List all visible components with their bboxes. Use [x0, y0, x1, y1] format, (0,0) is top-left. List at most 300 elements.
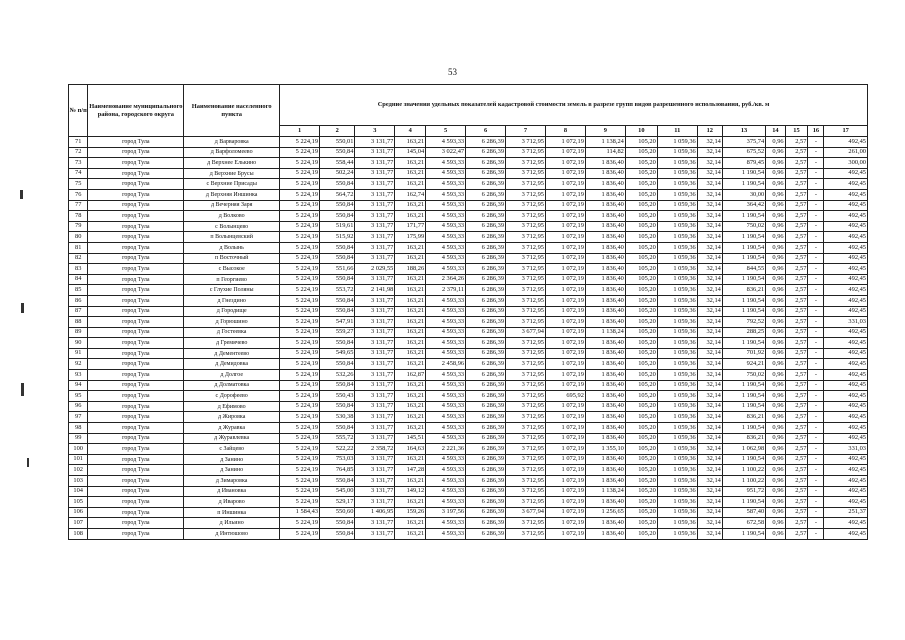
value-cell: 105,20: [625, 200, 657, 211]
value-cell: 492,45: [824, 518, 868, 529]
value-cell: 159,26: [395, 507, 426, 518]
value-cell: 147,28: [395, 465, 426, 476]
value-cell: 2,57: [785, 253, 808, 264]
value-cell: 550,84: [320, 147, 355, 158]
value-cell: 2,57: [785, 359, 808, 370]
value-cell: 5 224,19: [280, 137, 320, 148]
value-cell: 1 059,36: [657, 486, 697, 497]
value-cell: 5 224,19: [280, 274, 320, 285]
value-cell: 553,72: [320, 285, 355, 296]
value-cell: 492,45: [824, 486, 868, 497]
value-cell: 5 224,19: [280, 295, 320, 306]
value-cell: 1 190,54: [722, 391, 765, 402]
district-name: город Тула: [88, 274, 184, 285]
value-cell: 300,00: [824, 158, 868, 169]
value-cell: -: [808, 189, 824, 200]
value-cell: 522,22: [320, 444, 355, 455]
header-group-5: 5: [426, 126, 466, 137]
value-cell: 1 190,54: [722, 168, 765, 179]
value-cell: 951,72: [722, 486, 765, 497]
settlement-name: с Высокое: [184, 264, 280, 275]
row-number: 80: [69, 232, 88, 243]
district-name: город Тула: [88, 200, 184, 211]
value-cell: 4 593,33: [426, 380, 466, 391]
value-cell: 6 286,39: [466, 221, 506, 232]
row-number: 71: [69, 137, 88, 148]
value-cell: 1 072,19: [545, 370, 585, 381]
value-cell: 105,20: [625, 380, 657, 391]
value-cell: 3 131,77: [355, 232, 395, 243]
value-cell: 1 059,36: [657, 179, 697, 190]
row-number: 107: [69, 518, 88, 529]
value-cell: 559,27: [320, 327, 355, 338]
value-cell: 105,20: [625, 306, 657, 317]
value-cell: 3 131,77: [355, 486, 395, 497]
value-cell: 32,14: [697, 476, 722, 487]
value-cell: 1 072,19: [545, 444, 585, 455]
value-cell: 672,58: [722, 518, 765, 529]
value-cell: 3 131,77: [355, 454, 395, 465]
value-cell: -: [808, 486, 824, 497]
value-cell: 1 059,36: [657, 454, 697, 465]
value-cell: 105,20: [625, 137, 657, 148]
value-cell: 32,14: [697, 242, 722, 253]
value-cell: 0,96: [766, 338, 785, 349]
value-cell: 1 072,19: [545, 507, 585, 518]
value-cell: 587,40: [722, 507, 765, 518]
value-cell: -: [808, 264, 824, 275]
value-cell: 6 286,39: [466, 486, 506, 497]
value-cell: 0,96: [766, 497, 785, 508]
value-cell: 0,96: [766, 401, 785, 412]
value-cell: 492,45: [824, 189, 868, 200]
value-cell: 5 224,19: [280, 486, 320, 497]
row-number: 105: [69, 497, 88, 508]
value-cell: -: [808, 158, 824, 169]
value-cell: 519,61: [320, 221, 355, 232]
district-name: город Тула: [88, 211, 184, 222]
value-cell: -: [808, 401, 824, 412]
table-row: [69, 200, 868, 211]
value-cell: 2,57: [785, 454, 808, 465]
value-cell: 0,96: [766, 391, 785, 402]
row-number: 103: [69, 476, 88, 487]
value-cell: 492,45: [824, 391, 868, 402]
value-cell: 3 712,95: [506, 348, 546, 359]
district-name: город Тула: [88, 401, 184, 412]
value-cell: 3 712,95: [506, 221, 546, 232]
value-cell: 3 712,95: [506, 454, 546, 465]
value-cell: 1 059,36: [657, 528, 697, 539]
value-cell: 836,21: [722, 433, 765, 444]
header-district: Наименование муниципального района, городского округа: [88, 85, 184, 137]
value-cell: 32,14: [697, 412, 722, 423]
table-row: [69, 401, 868, 412]
value-cell: 1 072,19: [545, 158, 585, 169]
settlement-name: д Иварово: [184, 497, 280, 508]
row-number: 81: [69, 242, 88, 253]
value-cell: 1 836,40: [585, 264, 625, 275]
value-cell: 844,55: [722, 264, 765, 275]
value-cell: 3 712,95: [506, 168, 546, 179]
value-cell: 3 712,95: [506, 528, 546, 539]
value-cell: 145,51: [395, 433, 426, 444]
table-row: [69, 285, 868, 296]
settlement-name: д Городище: [184, 306, 280, 317]
value-cell: -: [808, 444, 824, 455]
value-cell: 6 286,39: [466, 454, 506, 465]
value-cell: 32,14: [697, 423, 722, 434]
value-cell: 105,20: [625, 327, 657, 338]
value-cell: 1 836,40: [585, 423, 625, 434]
value-cell: 105,20: [625, 189, 657, 200]
value-cell: 1 836,40: [585, 370, 625, 381]
row-number: 74: [69, 168, 88, 179]
value-cell: 5 224,19: [280, 147, 320, 158]
value-cell: 3 131,77: [355, 137, 395, 148]
value-cell: 0,96: [766, 412, 785, 423]
row-number: 90: [69, 338, 88, 349]
value-cell: 105,20: [625, 338, 657, 349]
value-cell: 32,14: [697, 518, 722, 529]
value-cell: 4 593,33: [426, 370, 466, 381]
value-cell: 3 712,95: [506, 253, 546, 264]
value-cell: 1 190,54: [722, 380, 765, 391]
value-cell: 5 224,19: [280, 423, 320, 434]
district-name: город Тула: [88, 391, 184, 402]
value-cell: 1 190,54: [722, 274, 765, 285]
row-number: 86: [69, 295, 88, 306]
scan-mark: [27, 458, 29, 467]
value-cell: 32,14: [697, 497, 722, 508]
table-row: [69, 391, 868, 402]
district-name: город Тула: [88, 338, 184, 349]
value-cell: 1 072,19: [545, 295, 585, 306]
value-cell: -: [808, 137, 824, 148]
value-cell: -: [808, 179, 824, 190]
value-cell: 163,21: [395, 348, 426, 359]
value-cell: 4 593,33: [426, 401, 466, 412]
value-cell: 163,21: [395, 306, 426, 317]
value-cell: 105,20: [625, 465, 657, 476]
value-cell: 4 593,33: [426, 179, 466, 190]
value-cell: 1 072,19: [545, 338, 585, 349]
value-cell: 0,96: [766, 486, 785, 497]
settlement-name: п Волынцевский: [184, 232, 280, 243]
value-cell: -: [808, 370, 824, 381]
value-cell: 3 131,77: [355, 423, 395, 434]
table-row: [69, 476, 868, 487]
value-cell: 1 072,19: [545, 306, 585, 317]
table-row: [69, 465, 868, 476]
row-number: 94: [69, 380, 88, 391]
value-cell: 1 059,36: [657, 306, 697, 317]
header-group-8: 8: [545, 126, 585, 137]
value-cell: 0,96: [766, 274, 785, 285]
table-row: [69, 497, 868, 508]
value-cell: 1 836,40: [585, 454, 625, 465]
value-cell: 163,21: [395, 285, 426, 296]
settlement-name: с Зайцево: [184, 444, 280, 455]
value-cell: 0,96: [766, 242, 785, 253]
value-cell: 3 131,77: [355, 253, 395, 264]
value-cell: 2,57: [785, 306, 808, 317]
value-cell: 492,45: [824, 168, 868, 179]
value-cell: 1 072,19: [545, 242, 585, 253]
value-cell: 0,96: [766, 359, 785, 370]
value-cell: 1 059,36: [657, 264, 697, 275]
value-cell: 2 358,72: [355, 444, 395, 455]
value-cell: 2,57: [785, 168, 808, 179]
value-cell: -: [808, 507, 824, 518]
row-number: 99: [69, 433, 88, 444]
value-cell: 1 190,54: [722, 423, 765, 434]
value-cell: 2,57: [785, 137, 808, 148]
value-cell: 1 072,19: [545, 264, 585, 275]
value-cell: 4 593,33: [426, 423, 466, 434]
value-cell: 3 131,77: [355, 465, 395, 476]
district-name: город Тула: [88, 507, 184, 518]
value-cell: 6 286,39: [466, 528, 506, 539]
value-cell: 105,20: [625, 433, 657, 444]
value-cell: 6 286,39: [466, 338, 506, 349]
value-cell: 5 224,19: [280, 444, 320, 455]
value-cell: 105,20: [625, 391, 657, 402]
value-cell: 2 379,11: [426, 285, 466, 296]
value-cell: -: [808, 348, 824, 359]
value-cell: 1 072,19: [545, 518, 585, 529]
table-row: [69, 189, 868, 200]
value-cell: 3 131,77: [355, 359, 395, 370]
value-cell: 1 072,19: [545, 147, 585, 158]
header-group-1: 1: [280, 126, 320, 137]
settlement-name: д Зимаровка: [184, 476, 280, 487]
value-cell: 3 197,56: [426, 507, 466, 518]
value-cell: 32,14: [697, 285, 722, 296]
value-cell: 4 593,33: [426, 338, 466, 349]
value-cell: -: [808, 327, 824, 338]
value-cell: -: [808, 168, 824, 179]
value-cell: 3 131,77: [355, 391, 395, 402]
value-cell: 3 131,77: [355, 242, 395, 253]
value-cell: 32,14: [697, 137, 722, 148]
value-cell: 32,14: [697, 306, 722, 317]
value-cell: 32,14: [697, 359, 722, 370]
value-cell: 105,20: [625, 232, 657, 243]
value-cell: 492,45: [824, 306, 868, 317]
value-cell: 879,45: [722, 158, 765, 169]
value-cell: 2,57: [785, 285, 808, 296]
value-cell: 1 059,36: [657, 168, 697, 179]
value-cell: 1 836,40: [585, 179, 625, 190]
district-name: город Тула: [88, 476, 184, 487]
value-cell: 2,57: [785, 232, 808, 243]
value-cell: 32,14: [697, 295, 722, 306]
value-cell: 4 593,33: [426, 253, 466, 264]
value-cell: 1 059,36: [657, 370, 697, 381]
value-cell: 5 224,19: [280, 433, 320, 444]
value-cell: 4 593,33: [426, 476, 466, 487]
value-cell: 550,84: [320, 253, 355, 264]
value-cell: 1 059,36: [657, 147, 697, 158]
value-cell: 105,20: [625, 486, 657, 497]
value-cell: 163,21: [395, 412, 426, 423]
value-cell: 550,84: [320, 380, 355, 391]
value-cell: 2,57: [785, 200, 808, 211]
row-number: 98: [69, 423, 88, 434]
value-cell: 3 712,95: [506, 285, 546, 296]
district-name: город Тула: [88, 253, 184, 264]
value-cell: 6 286,39: [466, 274, 506, 285]
value-cell: 1 059,36: [657, 497, 697, 508]
value-cell: 2 221,36: [426, 444, 466, 455]
district-name: город Тула: [88, 518, 184, 529]
value-cell: 5 224,19: [280, 476, 320, 487]
value-cell: 6 286,39: [466, 264, 506, 275]
value-cell: 1 072,19: [545, 412, 585, 423]
value-cell: 2,57: [785, 370, 808, 381]
value-cell: 1 190,54: [722, 295, 765, 306]
value-cell: 4 593,33: [426, 454, 466, 465]
value-cell: 32,14: [697, 211, 722, 222]
value-cell: 1 072,19: [545, 274, 585, 285]
value-cell: 6 286,39: [466, 232, 506, 243]
row-number: 101: [69, 454, 88, 465]
value-cell: 5 224,19: [280, 242, 320, 253]
value-cell: 331,03: [824, 444, 868, 455]
value-cell: 2,57: [785, 518, 808, 529]
table-body: [69, 137, 868, 540]
value-cell: 675,52: [722, 147, 765, 158]
row-number: 100: [69, 444, 88, 455]
value-cell: 4 593,33: [426, 221, 466, 232]
value-cell: 1 836,40: [585, 221, 625, 232]
value-cell: 550,84: [320, 242, 355, 253]
table-row: [69, 264, 868, 275]
value-cell: 3 131,77: [355, 380, 395, 391]
district-name: город Тула: [88, 528, 184, 539]
value-cell: 32,14: [697, 486, 722, 497]
table-row: [69, 211, 868, 222]
value-cell: 2,57: [785, 401, 808, 412]
value-cell: 5 224,19: [280, 528, 320, 539]
value-cell: -: [808, 497, 824, 508]
row-number: 84: [69, 274, 88, 285]
value-cell: 3 712,95: [506, 274, 546, 285]
district-name: город Тула: [88, 295, 184, 306]
value-cell: 163,21: [395, 423, 426, 434]
value-cell: 5 224,19: [280, 232, 320, 243]
value-cell: 3 712,95: [506, 317, 546, 328]
value-cell: 3 712,95: [506, 401, 546, 412]
value-cell: 1 836,40: [585, 168, 625, 179]
value-cell: 550,84: [320, 211, 355, 222]
value-cell: 30,00: [722, 189, 765, 200]
table-row: [69, 380, 868, 391]
value-cell: 3 022,47: [426, 147, 466, 158]
value-cell: 550,84: [320, 338, 355, 349]
value-cell: 105,20: [625, 242, 657, 253]
value-cell: 1 190,54: [722, 528, 765, 539]
value-cell: 105,20: [625, 168, 657, 179]
value-cell: 492,45: [824, 253, 868, 264]
value-cell: -: [808, 528, 824, 539]
value-cell: 750,02: [722, 221, 765, 232]
value-cell: 3 712,95: [506, 189, 546, 200]
value-cell: -: [808, 242, 824, 253]
value-cell: 550,84: [320, 179, 355, 190]
district-name: город Тула: [88, 168, 184, 179]
value-cell: 1 059,36: [657, 137, 697, 148]
value-cell: 105,20: [625, 211, 657, 222]
value-cell: 4 593,33: [426, 486, 466, 497]
settlement-name: д Гостеевка: [184, 327, 280, 338]
value-cell: 163,21: [395, 497, 426, 508]
district-name: город Тула: [88, 306, 184, 317]
value-cell: 0,96: [766, 370, 785, 381]
value-cell: 6 286,39: [466, 433, 506, 444]
district-name: город Тула: [88, 264, 184, 275]
value-cell: -: [808, 253, 824, 264]
value-cell: 492,45: [824, 359, 868, 370]
value-cell: -: [808, 412, 824, 423]
value-cell: 114,82: [585, 147, 625, 158]
row-number: 97: [69, 412, 88, 423]
value-cell: 1 584,43: [280, 507, 320, 518]
value-cell: 492,45: [824, 200, 868, 211]
value-cell: 5 224,19: [280, 317, 320, 328]
header-settlement: Наименование населенного пункта: [184, 85, 280, 137]
value-cell: 4 593,33: [426, 168, 466, 179]
value-cell: 2,57: [785, 528, 808, 539]
value-cell: 3 131,77: [355, 179, 395, 190]
table-row: [69, 518, 868, 529]
value-cell: 0,96: [766, 158, 785, 169]
value-cell: 532,26: [320, 370, 355, 381]
value-cell: 3 131,77: [355, 200, 395, 211]
value-cell: 550,84: [320, 359, 355, 370]
value-cell: 1 836,40: [585, 306, 625, 317]
value-cell: 3 712,95: [506, 242, 546, 253]
value-cell: 32,14: [697, 370, 722, 381]
value-cell: 1 836,40: [585, 465, 625, 476]
header-group-12: 12: [697, 126, 722, 137]
value-cell: 3 712,95: [506, 497, 546, 508]
value-cell: 32,14: [697, 528, 722, 539]
value-cell: 1 836,40: [585, 518, 625, 529]
value-cell: 2,57: [785, 211, 808, 222]
settlement-name: д Верхнее Елькино: [184, 158, 280, 169]
value-cell: 1 059,36: [657, 507, 697, 518]
value-cell: 261,00: [824, 147, 868, 158]
value-cell: 1 072,19: [545, 179, 585, 190]
value-cell: 3 712,95: [506, 295, 546, 306]
row-number: 89: [69, 327, 88, 338]
value-cell: 3 712,95: [506, 338, 546, 349]
header-group-7: 7: [506, 126, 546, 137]
value-cell: 32,14: [697, 465, 722, 476]
value-cell: 6 286,39: [466, 380, 506, 391]
value-cell: 5 224,19: [280, 189, 320, 200]
row-number: 79: [69, 221, 88, 232]
value-cell: 32,14: [697, 338, 722, 349]
value-cell: 1 062,98: [722, 444, 765, 455]
value-cell: 545,00: [320, 486, 355, 497]
value-cell: 163,21: [395, 168, 426, 179]
value-cell: 1 836,40: [585, 211, 625, 222]
value-cell: 0,96: [766, 179, 785, 190]
value-cell: 2,57: [785, 242, 808, 253]
